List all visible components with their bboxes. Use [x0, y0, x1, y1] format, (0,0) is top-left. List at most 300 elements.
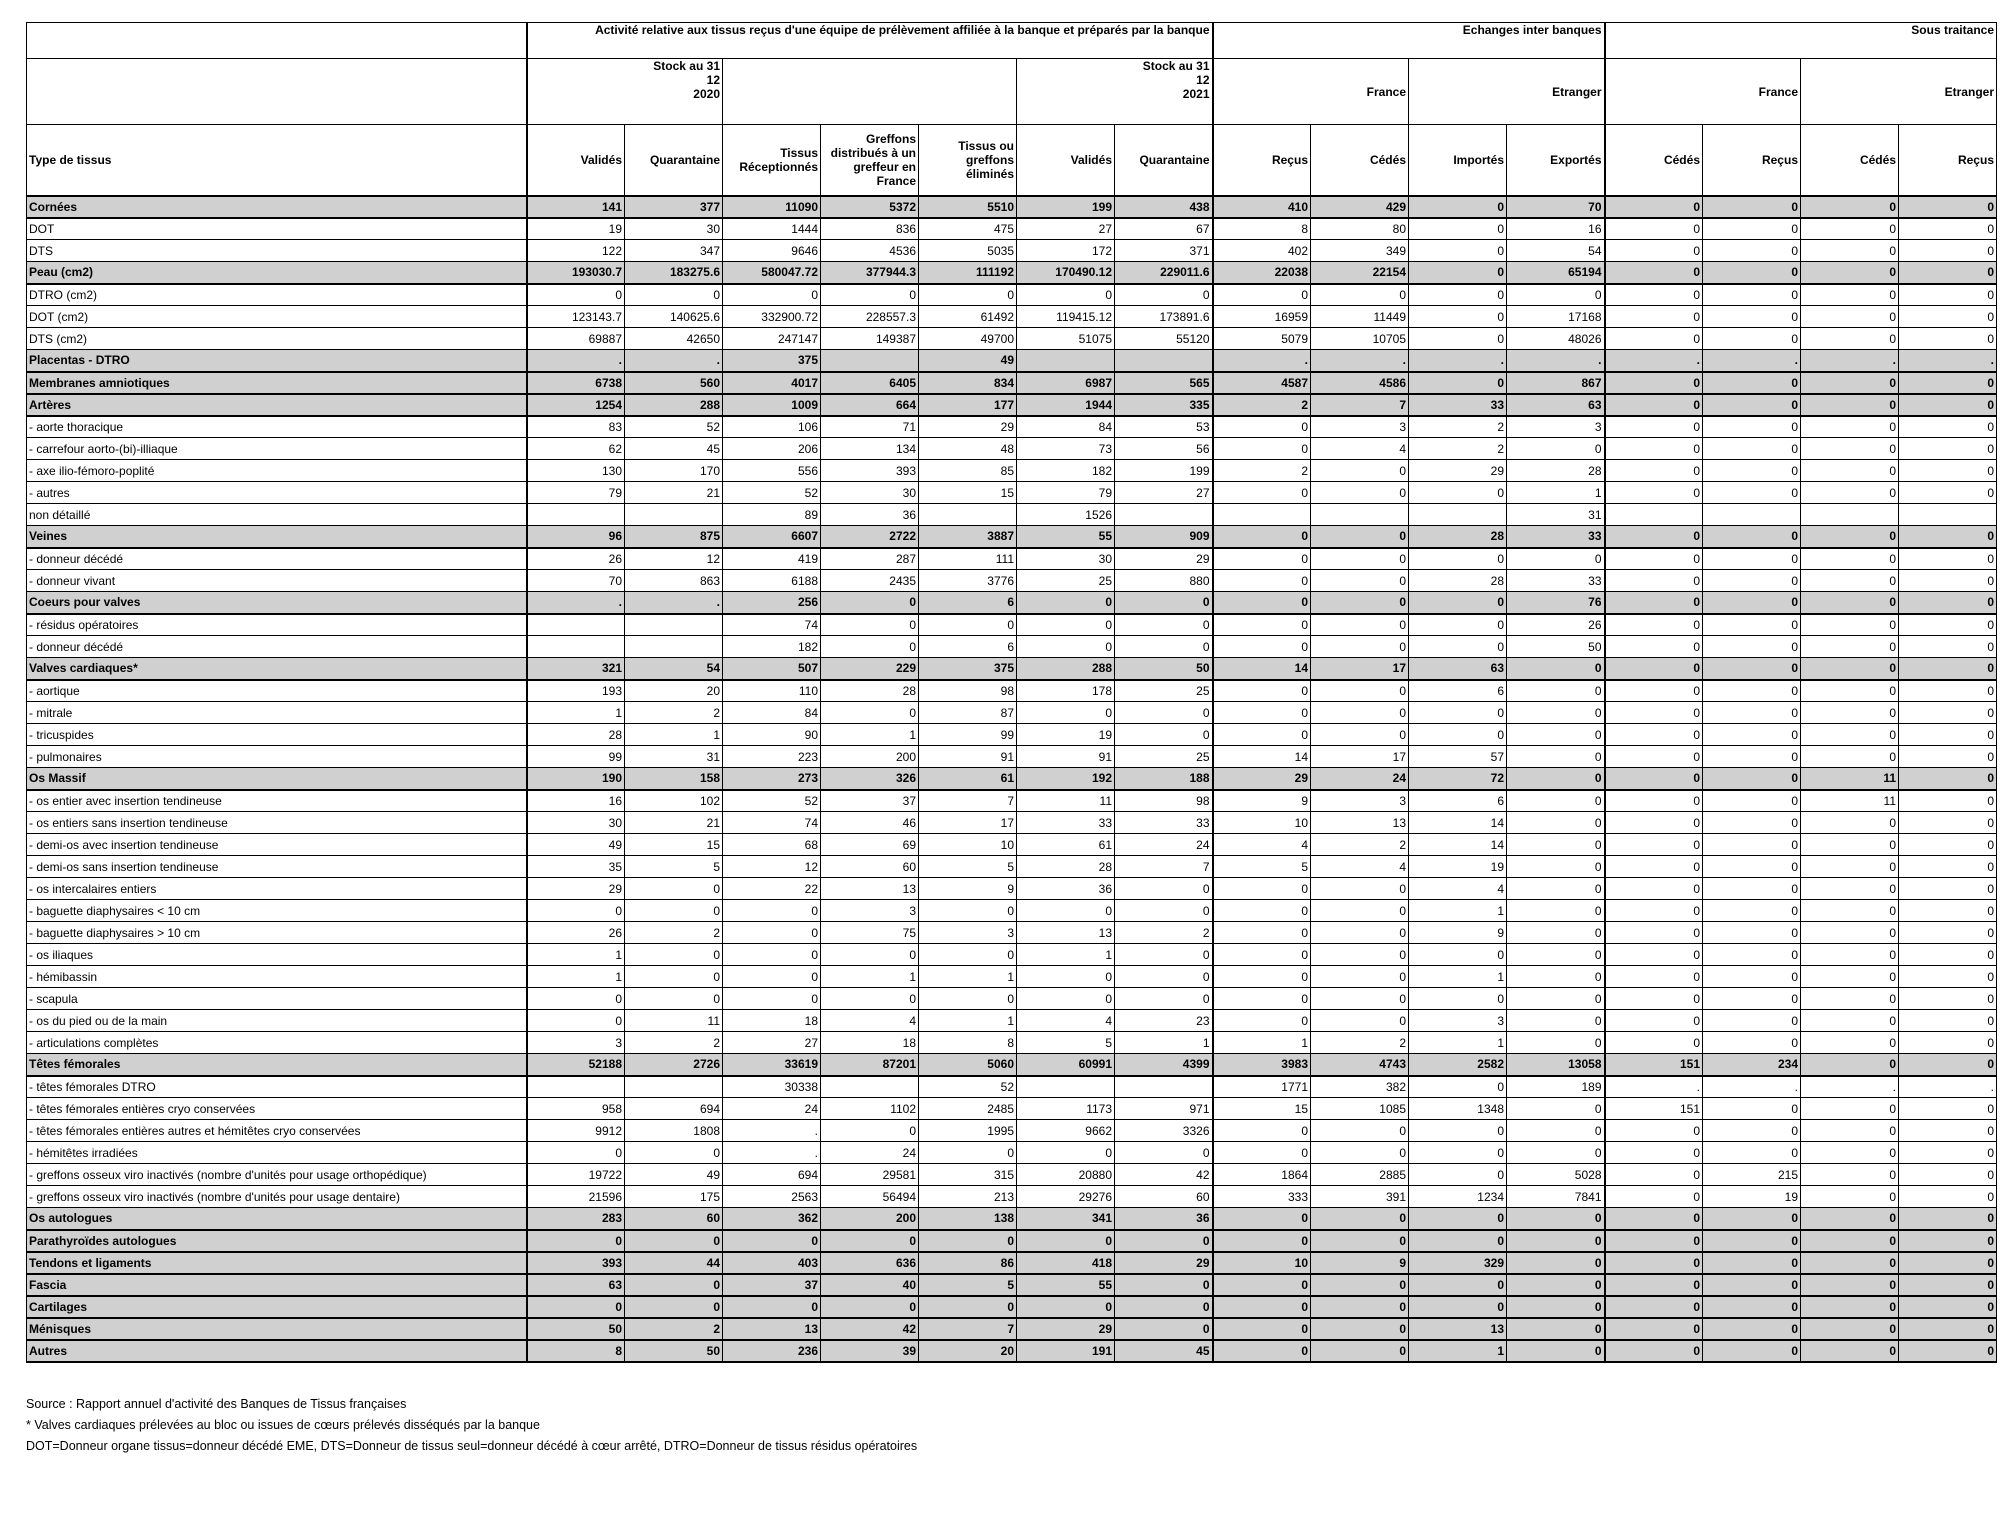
- row-label: Membranes amniotiques: [27, 372, 527, 394]
- table-row: [27, 900, 1997, 922]
- table-cell: 5028: [1507, 1164, 1605, 1186]
- row-label: - tricuspides: [27, 724, 527, 746]
- row-label: - donneur vivant: [27, 570, 527, 592]
- echanges-france-header: France: [1213, 59, 1409, 125]
- table-cell: 0: [1899, 1142, 1997, 1164]
- table-cell: 3: [527, 1032, 625, 1054]
- table-cell: 52: [919, 1076, 1017, 1098]
- table-cell: 63: [1409, 658, 1507, 680]
- table-cell: 52: [723, 790, 821, 812]
- table-cell: 0: [1703, 548, 1801, 570]
- table-cell: 1526: [1017, 504, 1115, 526]
- table-cell: 0: [1213, 966, 1311, 988]
- table-cell: 9: [1311, 1252, 1409, 1274]
- table-cell: 0: [527, 1010, 625, 1032]
- table-cell: 79: [527, 482, 625, 504]
- table-row: [27, 1032, 1997, 1054]
- table-cell: 0: [1507, 702, 1605, 724]
- echanges-etranger-header: Etranger: [1409, 59, 1605, 125]
- table-row: [27, 1142, 1997, 1164]
- table-cell: [1115, 350, 1213, 372]
- table-cell: 0: [1605, 526, 1703, 548]
- table-cell: 0: [527, 900, 625, 922]
- table-cell: 30: [625, 218, 723, 240]
- table-cell: 0: [1311, 526, 1409, 548]
- table-cell: 0: [1311, 1318, 1409, 1340]
- table-cell: 17: [1311, 658, 1409, 680]
- table-cell: 76: [1507, 592, 1605, 614]
- table-cell: 0: [1801, 1054, 1899, 1076]
- table-cell: 30: [1017, 548, 1115, 570]
- table-cell: 0: [1605, 416, 1703, 438]
- table-cell: 31: [1507, 504, 1605, 526]
- table-cell: 52: [723, 482, 821, 504]
- table-cell: .: [1899, 1076, 1997, 1098]
- table-cell: 182: [1017, 460, 1115, 482]
- table-cell: 0: [625, 1296, 723, 1318]
- table-cell: 0: [1311, 548, 1409, 570]
- row-label: Ménisques: [27, 1318, 527, 1340]
- table-cell: 0: [527, 284, 625, 306]
- table-cell: 0: [1507, 1010, 1605, 1032]
- table-cell: 0: [1801, 438, 1899, 460]
- table-cell: 560: [625, 372, 723, 394]
- table-group-row: [27, 592, 1997, 614]
- table-cell: 0: [1115, 900, 1213, 922]
- row-label: - demi-os sans insertion tendineuse: [27, 856, 527, 878]
- table-cell: 99: [919, 724, 1017, 746]
- table-cell: 1348: [1409, 1098, 1507, 1120]
- table-cell: 4: [1311, 438, 1409, 460]
- table-cell: 0: [1409, 262, 1507, 284]
- table-cell: 11: [1017, 790, 1115, 812]
- table-cell: 0: [1703, 1340, 1801, 1362]
- table-cell: 1: [919, 966, 1017, 988]
- table-cell: 335: [1115, 394, 1213, 416]
- table-cell: 0: [1899, 1296, 1997, 1318]
- table-cell: 0: [1017, 702, 1115, 724]
- table-cell: 13: [1311, 812, 1409, 834]
- table-cell: 13: [1409, 1318, 1507, 1340]
- table-cell: 28: [821, 680, 919, 702]
- table-cell: 0: [1409, 1274, 1507, 1296]
- table-cell: 0: [1899, 460, 1997, 482]
- table-cell: 0: [1213, 526, 1311, 548]
- table-cell: 0: [1605, 196, 1703, 218]
- table-cell: 0: [1115, 614, 1213, 636]
- table-cell: 0: [1409, 1120, 1507, 1142]
- table-cell: 0: [1899, 218, 1997, 240]
- table-cell: 1864: [1213, 1164, 1311, 1186]
- table-cell: 0: [1507, 1230, 1605, 1252]
- table-cell: 0: [1311, 636, 1409, 658]
- table-cell: 0: [1213, 570, 1311, 592]
- table-cell: 5079: [1213, 328, 1311, 350]
- table-cell: 247147: [723, 328, 821, 350]
- table-cell: 13058: [1507, 1054, 1605, 1076]
- table-cell: 0: [1605, 460, 1703, 482]
- table-cell: 65194: [1507, 262, 1605, 284]
- table-cell: 0: [723, 900, 821, 922]
- table-cell: .: [625, 350, 723, 372]
- table-cell: 236: [723, 1340, 821, 1362]
- table-cell: 0: [821, 636, 919, 658]
- column-header: Importés: [1409, 125, 1507, 196]
- table-cell: 28: [1017, 856, 1115, 878]
- table-cell: 192: [1017, 768, 1115, 790]
- table-cell: 0: [1311, 680, 1409, 702]
- table-cell: 0: [1703, 1318, 1801, 1340]
- table-cell: 0: [1409, 1164, 1507, 1186]
- row-label: - aortique: [27, 680, 527, 702]
- table-cell: 1: [625, 724, 723, 746]
- table-cell: 0: [723, 922, 821, 944]
- table-group-row: [27, 1340, 1997, 1362]
- table-cell: 11090: [723, 196, 821, 218]
- table-cell: 6405: [821, 372, 919, 394]
- table-cell: 0: [1801, 306, 1899, 328]
- table-cell: 1173: [1017, 1098, 1115, 1120]
- table-cell: 333: [1213, 1186, 1311, 1208]
- table-cell: 55120: [1115, 328, 1213, 350]
- table-cell: 0: [625, 944, 723, 966]
- table-cell: 0: [1703, 1252, 1801, 1274]
- table-cell: 0: [1899, 834, 1997, 856]
- table-cell: [527, 504, 625, 526]
- table-cell: 8: [1213, 218, 1311, 240]
- table-cell: 170: [625, 460, 723, 482]
- row-label: - donneur décédé: [27, 636, 527, 658]
- table-cell: 0: [821, 284, 919, 306]
- table-cell: 0: [1017, 284, 1115, 306]
- table-cell: 4536: [821, 240, 919, 262]
- table-cell: 0: [1899, 988, 1997, 1010]
- table-cell: 3887: [919, 526, 1017, 548]
- table-cell: 0: [1409, 944, 1507, 966]
- table-cell: 0: [1605, 592, 1703, 614]
- table-cell: 8: [527, 1340, 625, 1362]
- row-label: Parathyroïdes autologues: [27, 1230, 527, 1252]
- table-cell: 0: [919, 1142, 1017, 1164]
- row-label: - hémitêtes irradiées: [27, 1142, 527, 1164]
- table-cell: [1605, 504, 1703, 526]
- table-cell: 199: [1017, 196, 1115, 218]
- table-cell: 0: [1801, 592, 1899, 614]
- table-cell: 1: [1017, 944, 1115, 966]
- table-group-row: [27, 372, 1997, 394]
- table-cell: 0: [1213, 1318, 1311, 1340]
- table-cell: 1102: [821, 1098, 919, 1120]
- table-cell: 215: [1703, 1164, 1801, 1186]
- table-cell: 134: [821, 438, 919, 460]
- table-cell: 556: [723, 460, 821, 482]
- table-cell: 0: [1899, 856, 1997, 878]
- table-cell: 0: [1605, 944, 1703, 966]
- table-cell: 0: [527, 988, 625, 1010]
- table-cell: 6607: [723, 526, 821, 548]
- table-cell: 0: [1801, 460, 1899, 482]
- table-cell: 17168: [1507, 306, 1605, 328]
- column-header: Reçus: [1703, 125, 1801, 196]
- valves-footnote: * Valves cardiaques prélevées au bloc ou issues de cœurs prélevés disséqués par la banque: [26, 1418, 540, 1432]
- table-group-row: [27, 1252, 1997, 1274]
- table-cell: 70: [527, 570, 625, 592]
- table-cell: 21: [625, 812, 723, 834]
- table-cell: 0: [1213, 1296, 1311, 1318]
- table-cell: 0: [1703, 438, 1801, 460]
- table-cell: 0: [1605, 724, 1703, 746]
- table-cell: 29581: [821, 1164, 919, 1186]
- column-header: Cédés: [1605, 125, 1703, 196]
- table-cell: 1: [1213, 1032, 1311, 1054]
- row-label: - axe ilio-fémoro-poplité: [27, 460, 527, 482]
- table-cell: 5035: [919, 240, 1017, 262]
- table-cell: 14: [1213, 746, 1311, 768]
- table-cell: 0: [919, 1296, 1017, 1318]
- table-cell: 50: [1115, 658, 1213, 680]
- table-cell: 0: [1605, 570, 1703, 592]
- table-cell: 30: [527, 812, 625, 834]
- table-cell: [1703, 504, 1801, 526]
- row-label: - demi-os avec insertion tendineuse: [27, 834, 527, 856]
- table-cell: 0: [1311, 966, 1409, 988]
- table-cell: 0: [625, 1142, 723, 1164]
- table-cell: 1234: [1409, 1186, 1507, 1208]
- table-cell: 0: [1605, 372, 1703, 394]
- table-row: [27, 328, 1997, 350]
- column-header: Exportés: [1507, 125, 1605, 196]
- table-cell: 29: [1409, 460, 1507, 482]
- column-header: Reçus: [1899, 125, 1997, 196]
- table-cell: 33: [1507, 570, 1605, 592]
- row-label: - résidus opératoires: [27, 614, 527, 636]
- table-row: [27, 416, 1997, 438]
- table-cell: 0: [1899, 1032, 1997, 1054]
- table-cell: 0: [1703, 394, 1801, 416]
- table-cell: 0: [1409, 1076, 1507, 1098]
- table-cell: 0: [1899, 1208, 1997, 1230]
- table-cell: 0: [1311, 878, 1409, 900]
- table-cell: 0: [1899, 878, 1997, 900]
- row-label: - os iliaques: [27, 944, 527, 966]
- table-cell: 875: [625, 526, 723, 548]
- table-cell: 26: [527, 548, 625, 570]
- table-cell: 0: [1801, 328, 1899, 350]
- table-group-row: [27, 1230, 1997, 1252]
- table-cell: 173891.6: [1115, 306, 1213, 328]
- row-label: - baguette diaphysaires > 10 cm: [27, 922, 527, 944]
- table-cell: 0: [1605, 614, 1703, 636]
- table-cell: 287: [821, 548, 919, 570]
- table-cell: 0: [1017, 966, 1115, 988]
- table-row: [27, 1164, 1997, 1186]
- table-cell: 0: [1017, 1142, 1115, 1164]
- table-cell: 393: [821, 460, 919, 482]
- table-group-row: [27, 658, 1997, 680]
- table-row: [27, 856, 1997, 878]
- table-cell: 200: [821, 1208, 919, 1230]
- table-cell: 0: [1507, 878, 1605, 900]
- table-cell: 11: [1801, 768, 1899, 790]
- table-cell: 33619: [723, 1054, 821, 1076]
- header-blank: [27, 23, 527, 59]
- table-cell: 0: [1605, 790, 1703, 812]
- table-cell: 223: [723, 746, 821, 768]
- table-row: [27, 834, 1997, 856]
- table-cell: 4399: [1115, 1054, 1213, 1076]
- row-label: Tendons et ligaments: [27, 1252, 527, 1274]
- table-cell: 96: [527, 526, 625, 548]
- table-group-row: [27, 394, 1997, 416]
- table-cell: 0: [1899, 812, 1997, 834]
- table-cell: 0: [1213, 284, 1311, 306]
- table-cell: 0: [1899, 262, 1997, 284]
- table-cell: 29: [919, 416, 1017, 438]
- table-cell: 29: [1115, 548, 1213, 570]
- row-label: DTRO (cm2): [27, 284, 527, 306]
- table-cell: 123143.7: [527, 306, 625, 328]
- table-cell: 2: [1213, 460, 1311, 482]
- table-cell: 130: [527, 460, 625, 482]
- table-cell: 0: [1703, 944, 1801, 966]
- table-cell: 193030.7: [527, 262, 625, 284]
- table-cell: 0: [1703, 746, 1801, 768]
- table-cell: 151: [1605, 1054, 1703, 1076]
- table-cell: 5: [1017, 1032, 1115, 1054]
- table-cell: 0: [1703, 614, 1801, 636]
- table-cell: 0: [1605, 834, 1703, 856]
- table-cell: 0: [1899, 1186, 1997, 1208]
- table-cell: 0: [1507, 1252, 1605, 1274]
- table-cell: 382: [1311, 1076, 1409, 1098]
- table-row: [27, 1010, 1997, 1032]
- table-cell: 0: [1409, 988, 1507, 1010]
- table-cell: 0: [1507, 1318, 1605, 1340]
- table-cell: 46: [821, 812, 919, 834]
- table-cell: 0: [1899, 658, 1997, 680]
- table-cell: 0: [1311, 900, 1409, 922]
- table-cell: 0: [1801, 636, 1899, 658]
- table-cell: 0: [1213, 988, 1311, 1010]
- table-cell: 122: [527, 240, 625, 262]
- table-cell: 22154: [1311, 262, 1409, 284]
- table-cell: 111192: [919, 262, 1017, 284]
- table-cell: 14: [1213, 658, 1311, 680]
- table-cell: 6: [1409, 680, 1507, 702]
- table-cell: 33: [1017, 812, 1115, 834]
- table-cell: 16: [527, 790, 625, 812]
- table-cell: 1254: [527, 394, 625, 416]
- table-cell: [1115, 1076, 1213, 1098]
- table-cell: 0: [1409, 1230, 1507, 1252]
- table-cell: 20880: [1017, 1164, 1115, 1186]
- table-row: [27, 988, 1997, 1010]
- table-row: [27, 1186, 1997, 1208]
- table-cell: 11: [1801, 790, 1899, 812]
- table-cell: [1311, 504, 1409, 526]
- table-group-row: [27, 196, 1997, 218]
- table-cell: 0: [1801, 1252, 1899, 1274]
- table-cell: 0: [1899, 900, 1997, 922]
- table-cell: 54: [625, 658, 723, 680]
- table-cell: .: [1213, 350, 1311, 372]
- table-cell: 0: [1311, 1120, 1409, 1142]
- table-cell: [821, 1076, 919, 1098]
- table-cell: 56: [1115, 438, 1213, 460]
- table-cell: 28: [1409, 570, 1507, 592]
- table-cell: 0: [1801, 570, 1899, 592]
- table-cell: 0: [1507, 1142, 1605, 1164]
- table-cell: 45: [1115, 1340, 1213, 1362]
- table-cell: 0: [1801, 284, 1899, 306]
- table-cell: 0: [1899, 614, 1997, 636]
- table-cell: 1: [527, 702, 625, 724]
- table-cell: 0: [1507, 658, 1605, 680]
- table-cell: 0: [1213, 702, 1311, 724]
- table-cell: 0: [1213, 636, 1311, 658]
- table-cell: 0: [1703, 812, 1801, 834]
- column-header: Tissus ou greffons éliminés: [919, 125, 1017, 196]
- table-cell: 0: [919, 1230, 1017, 1252]
- table-row: [27, 1120, 1997, 1142]
- table-cell: 377: [625, 196, 723, 218]
- table-cell: 16: [1507, 218, 1605, 240]
- table-cell: 1: [821, 966, 919, 988]
- table-group-row: [27, 1054, 1997, 1076]
- table-cell: 0: [1899, 526, 1997, 548]
- table-cell: 39: [821, 1340, 919, 1362]
- table-cell: 61: [919, 768, 1017, 790]
- table-cell: 0: [1801, 834, 1899, 856]
- table-cell: 0: [1311, 1230, 1409, 1252]
- table-cell: 2: [1409, 438, 1507, 460]
- table-cell: 42: [821, 1318, 919, 1340]
- table-cell: 26: [527, 922, 625, 944]
- table-cell: 0: [1507, 812, 1605, 834]
- activity-blank-header: [723, 59, 1017, 125]
- table-cell: 23: [1115, 1010, 1213, 1032]
- table-cell: [1017, 350, 1115, 372]
- table-cell: 0: [1213, 922, 1311, 944]
- table-cell: 0: [1605, 328, 1703, 350]
- table-cell: 36: [1115, 1208, 1213, 1230]
- stock-2020-line-3: 2020: [693, 87, 720, 101]
- table-cell: [625, 1076, 723, 1098]
- table-cell: 0: [1409, 702, 1507, 724]
- table-cell: 0: [919, 988, 1017, 1010]
- table-cell: 0: [1899, 482, 1997, 504]
- table-cell: 18: [723, 1010, 821, 1032]
- table-cell: 0: [1311, 482, 1409, 504]
- table-cell: 0: [1801, 966, 1899, 988]
- table-cell: 63: [1507, 394, 1605, 416]
- table-cell: 228557.3: [821, 306, 919, 328]
- table-cell: 0: [1899, 306, 1997, 328]
- table-cell: .: [1899, 350, 1997, 372]
- table-cell: 49: [527, 834, 625, 856]
- table-cell: 175: [625, 1186, 723, 1208]
- row-label: Coeurs pour valves: [27, 592, 527, 614]
- table-cell: 6738: [527, 372, 625, 394]
- table-cell: [919, 504, 1017, 526]
- table-cell: 694: [625, 1098, 723, 1120]
- table-cell: 73: [1017, 438, 1115, 460]
- table-cell: .: [527, 350, 625, 372]
- table-cell: 234: [1703, 1054, 1801, 1076]
- table-cell: 2885: [1311, 1164, 1409, 1186]
- table-cell: 0: [1507, 1274, 1605, 1296]
- table-cell: 0: [1311, 1296, 1409, 1318]
